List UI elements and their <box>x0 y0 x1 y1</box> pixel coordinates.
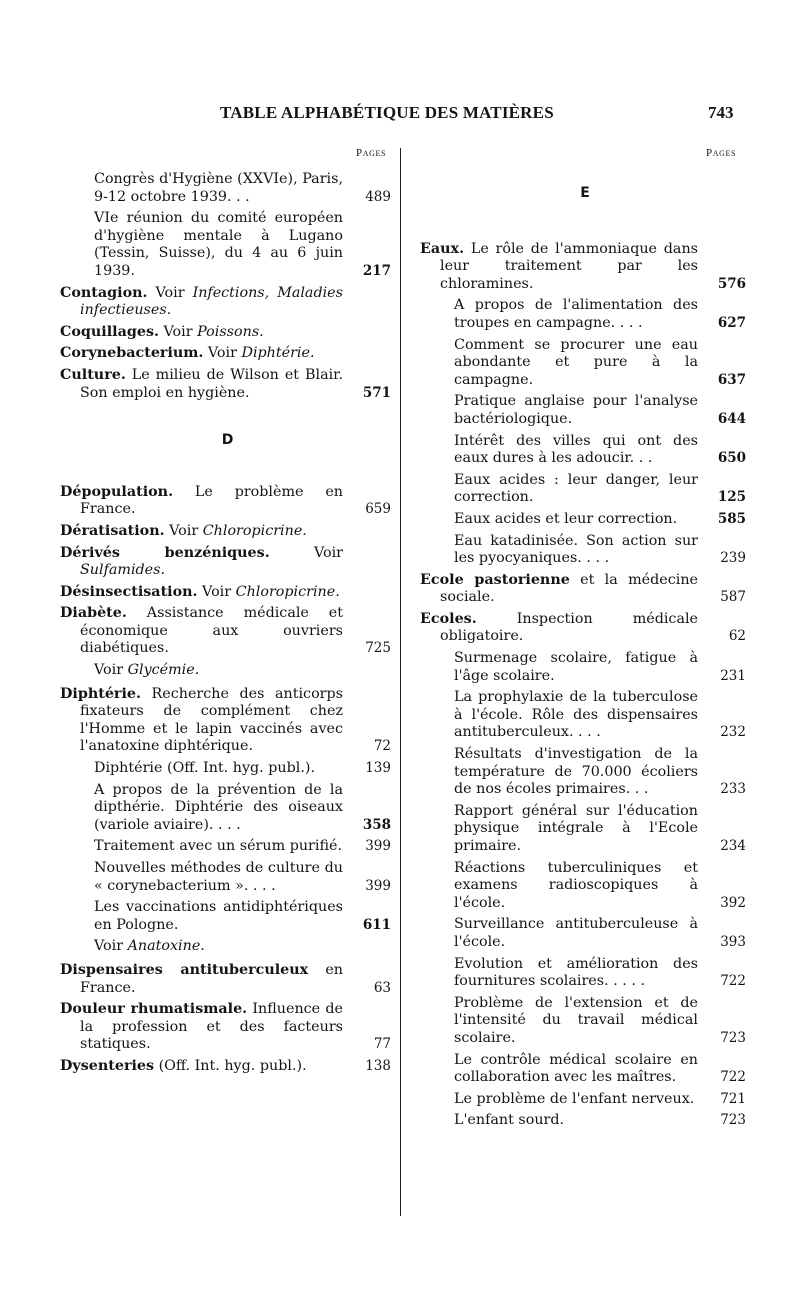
see-also <box>60 662 395 680</box>
entry-text: (Off. Int. hyg. publ.). <box>154 1057 307 1074</box>
page-reference: 231 <box>720 667 746 684</box>
page-reference: 571 <box>362 384 391 401</box>
index-entry <box>60 285 395 320</box>
entry-heading: Corynebacterium. <box>60 345 204 362</box>
page-reference: 659 <box>365 501 391 518</box>
page-reference: 62 <box>728 628 746 645</box>
page-number: 743 <box>708 103 734 122</box>
page-reference: 489 <box>365 188 391 205</box>
index-entry <box>60 367 395 402</box>
entry-heading: Ecole pastorienne <box>420 571 570 588</box>
index-entry <box>420 956 750 991</box>
entry-text: Le problème en France. <box>80 483 343 518</box>
index-entry <box>420 689 750 742</box>
index-entry <box>60 838 395 856</box>
index-entry <box>420 1052 750 1087</box>
entry-text: Recherche des anticorps fixateurs de complément chez l'Homme et le lapin vaccinés avec l'anatoxine diphtérique. <box>80 685 343 755</box>
index-entry <box>420 533 750 568</box>
page-reference: 576 <box>717 275 746 292</box>
entry-text: Intérêt des villes qui ont des eaux dures à les adoucir. . . <box>454 432 698 467</box>
cross-reference: Chloropicrine. <box>235 583 340 600</box>
cross-reference: Glycémie. <box>127 662 200 679</box>
cross-reference: Diphtérie. <box>241 345 315 362</box>
entry-text: Evolution et amélioration des fournitures scolaires. . . . . <box>454 955 698 990</box>
page-reference: 234 <box>720 838 746 854</box>
index-entry <box>60 324 395 342</box>
index-entry <box>60 686 395 756</box>
page-reference: 644 <box>717 410 746 427</box>
entry-text: Voir <box>158 323 198 340</box>
cross-reference: Infections, Maladies infectieuses. <box>80 284 343 319</box>
entry-text: A propos de l'alimentation des troupes en campagne. . . . <box>454 297 698 331</box>
section-letter-d: D <box>221 432 234 449</box>
page-reference: 637 <box>717 371 746 388</box>
page-reference: 721 <box>720 1090 746 1107</box>
cross-reference: Poissons. <box>197 323 264 340</box>
page-reference: 611 <box>362 916 391 933</box>
index-entry <box>60 1001 395 1054</box>
entry-text: Eaux acides : leur danger, leur correction. <box>454 471 698 506</box>
page-reference: 393 <box>720 933 746 950</box>
entry-text: Résultats d'investigation de la température de 70.000 écoliers de nos écoles primaires. . . <box>454 746 698 798</box>
entry-text: Les vaccinations antidiphtériques en Pologne. <box>94 899 343 933</box>
entry-text: Diphtérie (Off. Int. hyg. publ.). <box>94 760 316 777</box>
entry-text: en France. <box>80 961 343 996</box>
entry-text: Voir <box>147 284 193 301</box>
entry-text: Comment se procurer une eau abondante et pure à la campagne. <box>454 336 698 388</box>
index-entry <box>60 962 395 997</box>
entry-text: et la médecine sociale. <box>440 571 698 606</box>
entry-text: Nouvelles méthodes de culture du « corynebacterium ». . . . <box>94 860 343 894</box>
entry-heading: Dératisation. <box>60 522 165 539</box>
cross-reference: Sulfamides. <box>80 562 166 579</box>
page-reference: 233 <box>720 781 746 798</box>
entry-heading: Coquillages. <box>60 323 159 340</box>
see-text: Voir <box>94 938 128 955</box>
page-reference: 63 <box>373 979 391 996</box>
page-reference: 722 <box>720 973 746 990</box>
entry-text: Rapport général sur l'éducation physique intégrale à l'Ecole primaire. <box>454 802 698 854</box>
page-reference: 585 <box>717 510 746 527</box>
index-column-left <box>60 171 395 1080</box>
index-entry <box>420 860 750 913</box>
entry-text: Le problème de l'enfant nerveux. <box>454 1090 695 1107</box>
index-entry <box>420 1091 750 1109</box>
index-entry <box>60 484 395 519</box>
page-reference: 587 <box>720 589 746 606</box>
page-reference: 392 <box>720 894 746 911</box>
page-title: TABLE ALPHABÉTIQUE DES MATIÈRES <box>220 103 554 122</box>
entry-text: Le contrôle médical scolaire en collaboration avec les maîtres. <box>454 1051 698 1086</box>
index-entry <box>420 746 750 799</box>
entry-heading: Dysenteries <box>60 1057 155 1074</box>
entry-text: Surmenage scolaire, fatigue à l'âge scolaire. <box>454 650 698 684</box>
index-entry <box>60 1058 395 1076</box>
index-entry <box>420 393 750 428</box>
entry-heading: Dépopulation. <box>60 483 174 500</box>
page-reference: 125 <box>717 489 746 506</box>
index-entry <box>420 241 750 294</box>
page-reference: 72 <box>373 738 391 755</box>
entry-text: Inspection médicale obligatoire. <box>440 610 698 645</box>
index-entry <box>60 605 395 658</box>
entry-text: Assistance médicale et économique aux ouvriers diabétiques. <box>80 605 343 657</box>
entry-heading: Diphtérie. <box>60 685 141 702</box>
index-entry <box>60 782 395 835</box>
entry-heading: Douleur rhumatismale. <box>60 1001 248 1018</box>
entry-text: Voir <box>164 522 203 539</box>
entry-text: Influence de la profession et des facteurs statiques. <box>80 1001 343 1053</box>
entry-heading: Ecoles. <box>420 610 477 627</box>
index-entry <box>60 860 395 895</box>
index-entry <box>420 511 750 529</box>
entry-text: Pratique anglaise pour l'analyse bactériologique. <box>454 393 698 427</box>
pages-column-label-right: Pages <box>706 147 737 159</box>
page-reference: 722 <box>720 1069 746 1086</box>
page-reference: 725 <box>365 640 391 657</box>
page-reference: 723 <box>720 1112 746 1129</box>
see-also <box>60 938 395 956</box>
entry-text: VIe réunion du comité européen d'hygiène mentale à Lugano (Tessin, Suisse), du 4 au 6 juin 1939. <box>94 210 343 279</box>
cross-reference: Chloropicrine. <box>202 522 307 539</box>
index-entry <box>420 803 750 856</box>
page-reference: 232 <box>720 724 746 741</box>
index-entry <box>420 995 750 1048</box>
section-letter-e: E <box>580 185 590 201</box>
entry-text: Eau katadinisée. Son action sur les pyocyaniques. . . . <box>454 532 698 567</box>
entry-text: Le rôle de l'ammoniaque dans leur traitement par les chloramines. <box>440 240 698 292</box>
index-column-right <box>420 171 750 1134</box>
page-reference: 627 <box>717 314 746 331</box>
index-entry <box>60 210 395 280</box>
entry-text: Voir <box>269 544 343 561</box>
page-reference: 217 <box>362 262 391 279</box>
page-reference: 399 <box>365 838 391 855</box>
page-reference: 650 <box>717 450 746 467</box>
index-entry <box>60 171 395 206</box>
index-entry <box>420 433 750 468</box>
index-entry <box>420 297 750 332</box>
entry-text: Eaux acides et leur correction. <box>454 510 678 527</box>
entry-heading: Désinsectisation. <box>60 583 198 600</box>
entry-heading: Contagion. <box>60 284 148 301</box>
entry-text: Voir <box>197 583 236 600</box>
see-text: Voir <box>94 662 128 679</box>
page-reference: 399 <box>365 877 391 894</box>
index-entry <box>420 1112 750 1130</box>
index-entry <box>420 472 750 507</box>
index-entry <box>420 650 750 685</box>
index-entry <box>420 611 750 646</box>
column-divider <box>400 148 401 1216</box>
entry-text: Réactions tuberculiniques et examens radioscopiques à l'école. <box>454 859 698 911</box>
entry-text: Le milieu de Wilson et Blair. Son emploi en hygiène. <box>80 366 343 401</box>
cross-reference: Anatoxine. <box>127 938 205 955</box>
entry-heading: Diabète. <box>60 605 127 622</box>
entry-text: A propos de la prévention de la dipthérie. Diphtérie des oiseaux (variole aviaire). . . . <box>94 781 343 833</box>
entry-text: L'enfant sourd. <box>454 1112 565 1129</box>
index-entry <box>420 572 750 607</box>
index-entry <box>60 584 395 602</box>
index-entry <box>420 916 750 951</box>
entry-heading: Eaux. <box>420 240 465 257</box>
pages-column-label-left: Pages <box>356 147 387 159</box>
entry-heading: Culture. <box>60 366 126 383</box>
index-entry <box>60 545 395 580</box>
page-reference: 138 <box>365 1057 391 1074</box>
index-entry <box>60 345 395 363</box>
entry-text: Surveillance antituberculeuse à l'école. <box>454 916 698 950</box>
page-reference: 139 <box>365 760 391 777</box>
entry-text: La prophylaxie de la tuberculose à l'école. Rôle des dispensaires antituberculeux. . . . <box>454 689 698 741</box>
index-entry <box>60 523 395 541</box>
entry-heading: Dérivés benzéniques. <box>60 544 270 561</box>
index-entry <box>60 899 395 934</box>
page-reference: 77 <box>373 1036 391 1053</box>
page-reference: 723 <box>720 1029 746 1046</box>
entry-text: Problème de l'extension et de l'intensité du travail médical scolaire. <box>454 994 698 1046</box>
entry-text: Voir <box>203 345 242 362</box>
entry-heading: Dispensaires antituberculeux <box>60 961 309 978</box>
entry-text: Traitement avec un sérum purifié. <box>94 838 343 855</box>
page-reference: 358 <box>362 816 391 833</box>
index-entry <box>420 337 750 390</box>
entry-text: Congrès d'Hygiène (XXVIe), Paris, 9-12 octobre 1939. . . <box>94 171 343 205</box>
page-reference: 239 <box>720 550 746 567</box>
index-entry <box>60 760 395 778</box>
